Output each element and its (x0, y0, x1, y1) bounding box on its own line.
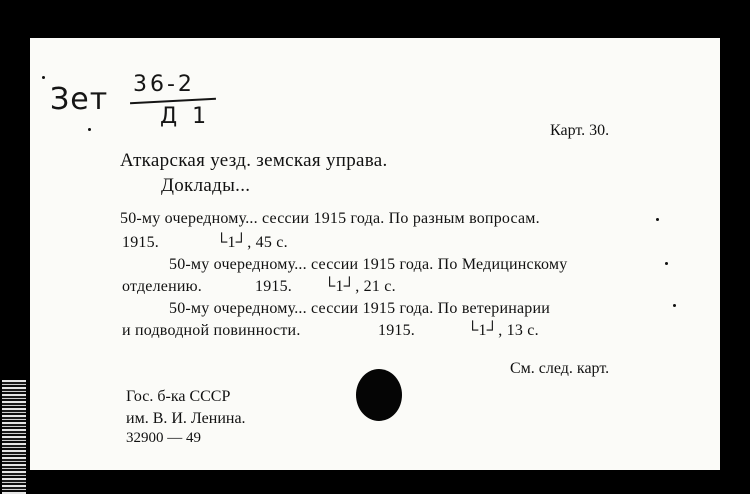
entry-2-line-2: отделению. (122, 278, 202, 295)
entry-1-line-1: 50-му очередному... сессии 1915 года. По разным вопросам. (120, 210, 540, 227)
catalog-card (30, 38, 720, 470)
margin-dot (656, 218, 659, 221)
entry-2-pages: └1┘, 21 с. (324, 278, 396, 295)
card-number: Карт. 30. (550, 122, 610, 139)
handwritten-code-bottom: Д 1 (160, 104, 211, 129)
library-line-1: Гос. б-ка СССР (126, 388, 231, 405)
margin-dot (665, 262, 668, 265)
punch-hole (356, 369, 402, 421)
margin-dot (42, 76, 45, 79)
see-next-card: См. след. карт. (510, 360, 610, 377)
card-subtitle: Доклады... (161, 175, 251, 196)
entry-1-year: 1915. (122, 234, 159, 251)
handwritten-code-top: 36-2 (133, 72, 195, 97)
margin-dot (88, 128, 91, 131)
entry-3-pages: └1┘, 13 с. (467, 322, 539, 339)
card-title: Аткарская уезд. земская управа. (120, 150, 388, 171)
entry-3-line-2: и подводной повинности. (122, 322, 301, 339)
entry-3-year: 1915. (378, 322, 415, 339)
handwritten-shelf-label: Зет (50, 82, 109, 117)
library-line-2: им. В. И. Ленина. (126, 410, 246, 427)
print-run: 32900 — 49 (126, 430, 201, 446)
film-edge-barcode (2, 380, 26, 494)
entry-2-year: 1915. (255, 278, 292, 295)
margin-dot (673, 304, 676, 307)
entry-2-line-1: 50-му очередному... сессии 1915 года. По Медицинскому (169, 256, 568, 273)
entry-1-pages: └1┘, 45 с. (216, 234, 288, 251)
entry-3-line-1: 50-му очередному... сессии 1915 года. По ветеринарии (169, 300, 551, 317)
